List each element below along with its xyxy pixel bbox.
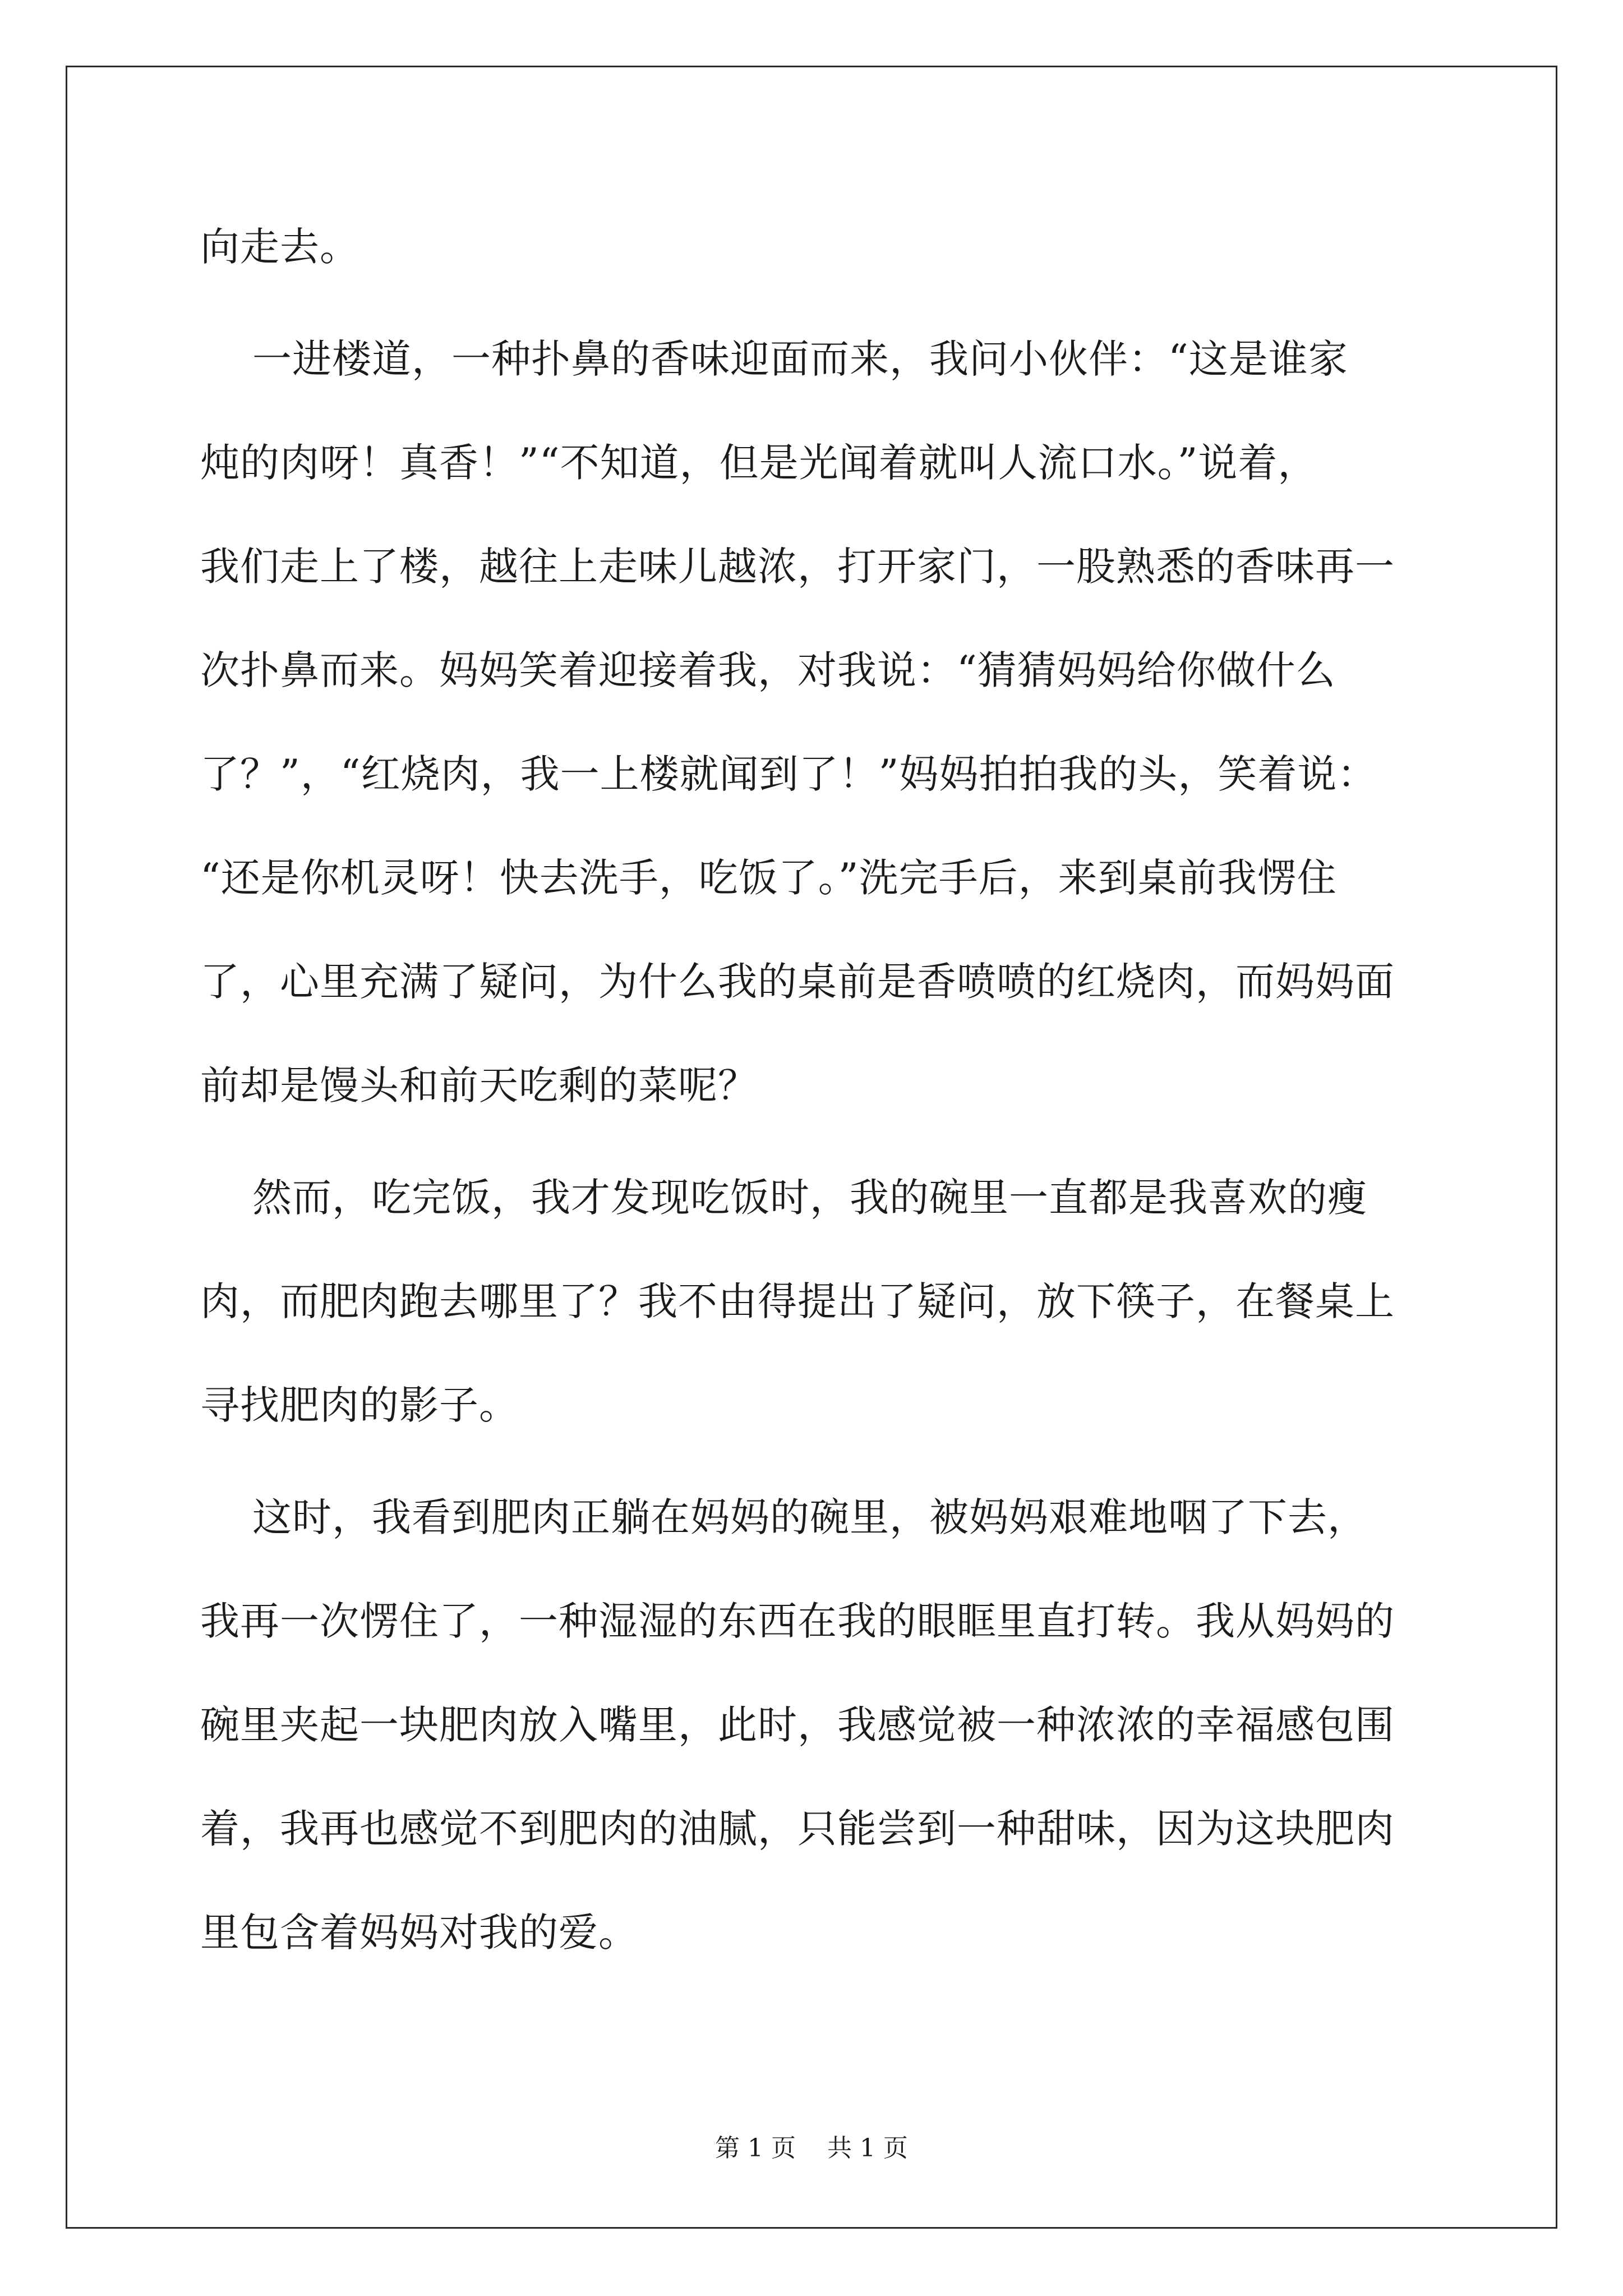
page-border (66, 66, 1557, 2229)
text-line: 次扑鼻而来。妈妈笑着迎接着我，对我说：“猜猜妈妈给你做什么 (200, 647, 1336, 693)
text-line: 前却是馒头和前天吃剩的菜呢？ (200, 1062, 758, 1108)
text-line: 一进楼道，一种扑鼻的香味迎面而来，我问小伙伴：“这是谁家 (200, 336, 1348, 382)
text-line: 着，我再也感觉不到肥肉的油腻，只能尝到一种甜味，因为这块肥肉 (200, 1806, 1395, 1852)
text-line: 炖的肉呀！真香！”“不知道，但是光闻着就叫人流口水。”说着， (200, 440, 1318, 486)
text-line: 然而，吃完饭，我才发现吃饭时，我的碗里一直都是我喜欢的瘦 (200, 1175, 1368, 1221)
text-line: 我们走上了楼，越往上走味儿越浓，打开家门，一股熟悉的香味再一 (200, 544, 1395, 590)
text-line: 向走去。 (200, 224, 359, 270)
text-line: 这时，我看到肥肉正躺在妈妈的碗里，被妈妈艰难地咽了下去， (200, 1494, 1368, 1540)
text-line: 寻找肥肉的影子。 (200, 1382, 519, 1428)
text-line: “还是你机灵呀！快去洗手，吃饭了。”洗完手后，来到桌前我愣住 (200, 855, 1337, 901)
text-line: 碗里夹起一块肥肉放入嘴里，此时，我感觉被一种浓浓的幸福感包围 (200, 1702, 1395, 1748)
page-number-footer: 第 1 页 共 1 页 (715, 2134, 908, 2162)
text-line: 了？”，“红烧肉，我一上楼就闻到了！”妈妈拍拍我的头，笑着说： (200, 751, 1377, 797)
text-line: 肉，而肥肉跑去哪里了？我不由得提出了疑问，放下筷子，在餐桌上 (200, 1278, 1395, 1324)
text-line: 里包含着妈妈对我的爱。 (200, 1910, 638, 1955)
text-line: 我再一次愣住了，一种湿湿的东西在我的眼眶里直打转。我从妈妈的 (200, 1598, 1395, 1644)
text-line: 了，心里充满了疑问，为什么我的桌前是香喷喷的红烧肉，而妈妈面 (200, 959, 1395, 1005)
